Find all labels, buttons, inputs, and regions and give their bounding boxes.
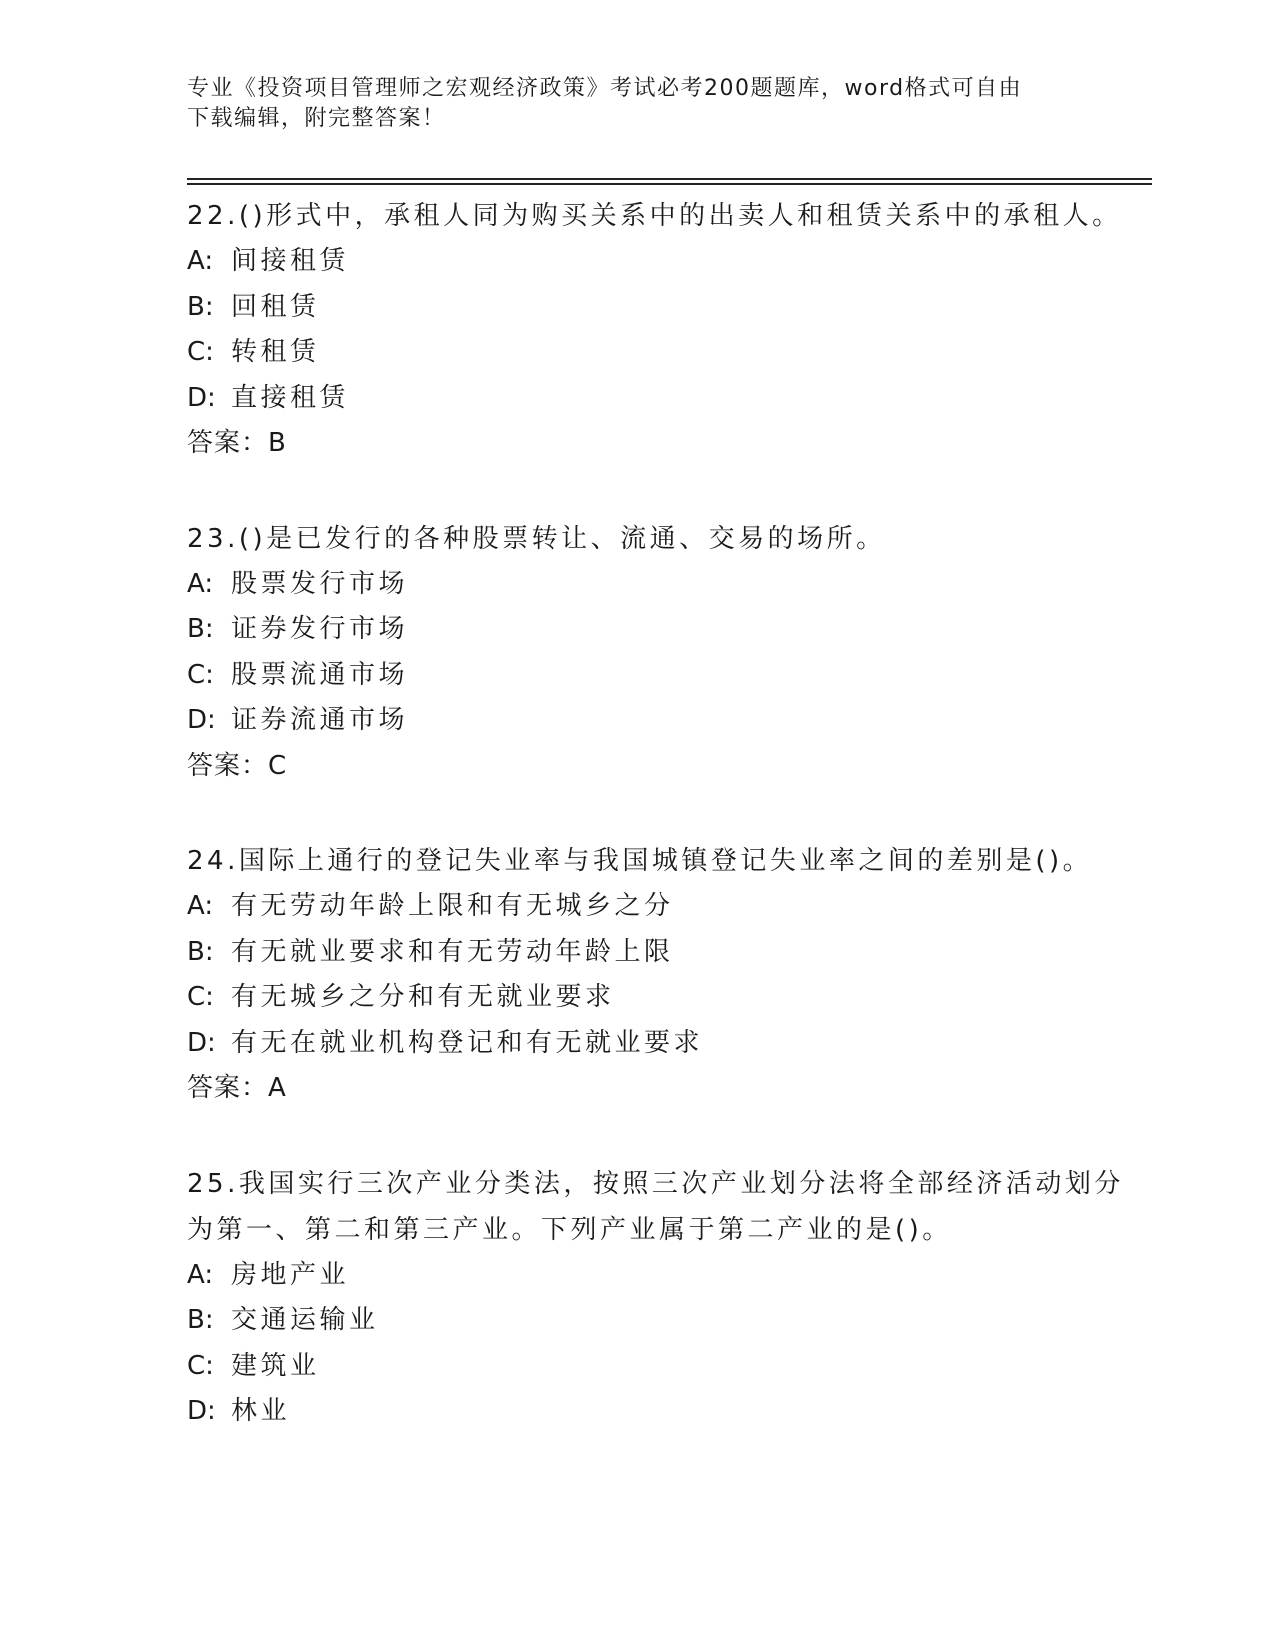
option-text: 有无城乡之分和有无就业要求 (231, 982, 615, 1012)
option-b (187, 930, 1127, 976)
answer-label: 答案：C (187, 750, 288, 781)
header-line-1: 专业《投资项目管理师之宏观经济政策》考试必考200题题库，word格式可自由 (187, 76, 1023, 101)
question-25 (187, 1161, 1127, 1435)
option-text: 转租赁 (231, 337, 320, 367)
option-letter: D: (187, 705, 216, 735)
option-text: 有无就业要求和有无劳动年龄上限 (231, 936, 674, 967)
option-text: 房地产业 (231, 1259, 350, 1290)
option-text: 回租赁 (231, 291, 320, 322)
option-letter: A: (187, 1259, 214, 1290)
option-letter: A: (187, 891, 214, 921)
option-letter: C: (187, 982, 214, 1012)
option-d (187, 698, 1127, 744)
option-letter: A: (187, 568, 214, 599)
option-c (187, 1344, 1127, 1390)
option-b (187, 1298, 1127, 1344)
question-text: 25.我国实行三次产业分类法，按照三次产业划分法将全部经济活动划分为第一、第二和第三产业。下列产业属于第二产业的是()。 (187, 1168, 1124, 1245)
question-24 (187, 838, 1127, 1112)
header-divider-bottom (187, 183, 1152, 185)
option-letter: B: (187, 291, 214, 322)
question-22 (187, 193, 1127, 467)
option-text: 股票发行市场 (231, 568, 409, 599)
option-letter: C: (187, 337, 214, 367)
answer-label: 答案：B (187, 428, 287, 458)
option-b (187, 607, 1127, 653)
option-text: 有无劳动年龄上限和有无城乡之分 (231, 891, 674, 921)
option-letter: C: (187, 1350, 214, 1381)
option-c (187, 975, 1127, 1021)
option-letter: D: (187, 1027, 216, 1058)
answer-label: 答案：A (187, 1073, 287, 1103)
document-header (187, 74, 1087, 134)
option-letter: D: (187, 1396, 216, 1426)
option-text: 证券流通市场 (231, 705, 409, 735)
question-text: 23.()是已发行的各种股票转让、流通、交易的场所。 (187, 523, 886, 554)
option-d (187, 1389, 1127, 1435)
option-letter: B: (187, 1305, 214, 1335)
option-letter: D: (187, 382, 216, 413)
option-d (187, 1021, 1127, 1067)
question-list (187, 193, 1127, 1484)
option-text: 股票流通市场 (231, 659, 409, 690)
option-text: 直接租赁 (231, 382, 350, 413)
option-letter: B: (187, 936, 214, 967)
option-text: 林业 (231, 1396, 291, 1426)
option-a (187, 884, 1127, 930)
question-text: 24.国际上通行的登记失业率与我国城镇登记失业率之间的差别是()。 (187, 846, 1093, 876)
option-text: 建筑业 (231, 1350, 320, 1381)
option-c (187, 330, 1127, 376)
option-c (187, 653, 1127, 699)
option-text: 间接租赁 (231, 246, 350, 276)
option-text: 交通运输业 (231, 1305, 379, 1335)
header-line-2: 下载编辑，附完整答案！ (187, 106, 446, 131)
option-text: 有无在就业机构登记和有无就业要求 (231, 1027, 704, 1058)
question-text: 22.()形式中，承租人同为购买关系中的出卖人和租赁关系中的承租人。 (187, 201, 1122, 231)
option-b (187, 285, 1127, 331)
option-letter: A: (187, 246, 214, 276)
option-a (187, 562, 1127, 608)
option-a (187, 1253, 1127, 1299)
option-a (187, 239, 1127, 285)
question-23 (187, 516, 1127, 790)
header-divider-top (187, 178, 1152, 180)
option-text: 证券发行市场 (231, 614, 409, 644)
option-d (187, 376, 1127, 422)
option-letter: C: (187, 659, 214, 690)
option-letter: B: (187, 614, 214, 644)
